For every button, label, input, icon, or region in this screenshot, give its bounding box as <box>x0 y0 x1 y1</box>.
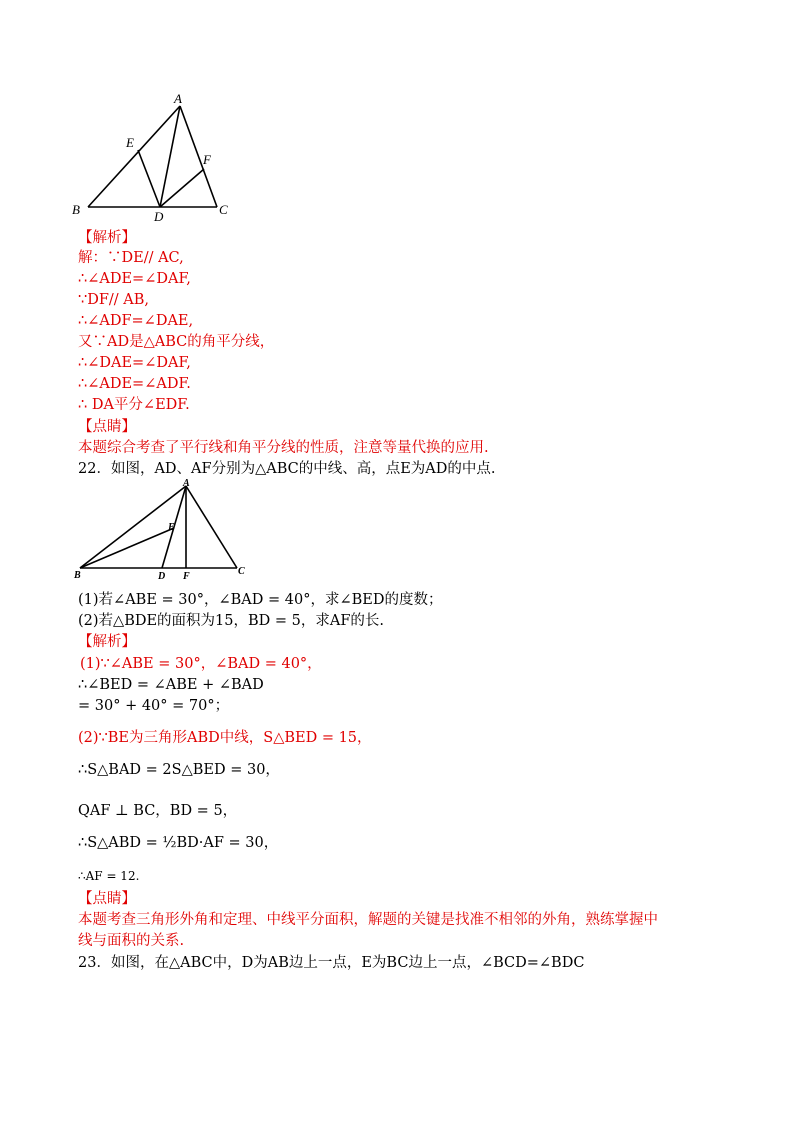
label-A2: A <box>183 478 190 489</box>
analysis-heading-22: 【解析】 <box>78 634 136 650</box>
label-B2: B <box>74 570 81 581</box>
analysis-heading: 【解析】 <box>78 230 136 246</box>
sol22-line-3: = 30° + 40° = 70°； <box>78 698 230 714</box>
label-E2: E <box>168 522 175 533</box>
label-B: B <box>72 202 80 217</box>
comment-heading: 【点睛】 <box>78 419 136 435</box>
label-A: A <box>174 91 182 106</box>
sol21-line-4: ∴∠ADF=∠DAE, <box>78 313 194 329</box>
sol22-line-1: (1)∵∠ABE = 30°，∠BAD = 40°， <box>80 656 322 672</box>
sol21-line-8: ∴ DA平分∠EDF. <box>78 397 190 413</box>
label-F2: F <box>183 571 190 582</box>
comment-heading-22: 【点睛】 <box>78 891 136 907</box>
label-D: D <box>154 209 164 223</box>
comment-21: 本题综合考查了平行线和角平分线的性质，注意等量代换的应用. <box>78 440 489 456</box>
sol22-line-7: ∴S△ABD = ½BD·AF = 30， <box>78 835 279 851</box>
sol22-line-4: (2)∵BE为三角形ABD中线，S△BED = 15， <box>78 730 372 746</box>
figure-triangle-1 <box>60 88 240 223</box>
question-22-part1: (1)若∠ABE = 30°，∠BAD = 40°，求∠BED的度数； <box>78 592 443 608</box>
sol21-line-3: ∵DF// AB, <box>78 292 150 308</box>
sol21-line-7: ∴∠ADE=∠ADF. <box>78 376 191 392</box>
label-E: E <box>126 135 134 150</box>
label-D2: D <box>158 571 166 582</box>
sol21-line-5: 又∵AD是△ABC的角平分线， <box>78 334 275 350</box>
question-22-part2: (2)若△BDE的面积为15，BD = 5，求AF的长. <box>78 613 385 629</box>
comment-22-line2: 线与面积的关系. <box>78 933 185 949</box>
figure-triangle-2 <box>70 478 270 583</box>
sol21-line-6: ∴∠DAE=∠DAF, <box>78 355 191 371</box>
sol21-line-2: ∴∠ADE=∠DAF, <box>78 271 191 287</box>
sol21-line-1: 解：∵DE// AC, <box>78 250 184 266</box>
label-C: C <box>219 202 228 217</box>
label-C2: C <box>238 566 245 577</box>
question-22-stem: 22．如图，AD、AF分别为△ABC的中线、高，点E为AD的中点. <box>78 461 496 477</box>
sol22-line-5: ∴S△BAD = 2S△BED = 30， <box>78 762 280 778</box>
comment-22-line1: 本题考查三角形外角和定理、中线平分面积，解题的关键是找准不相邻的外角，熟练掌握中 <box>78 912 658 928</box>
question-23-stem: 23．如图，在△ABC中，D为AB边上一点，E为BC边上一点，∠BCD=∠BDC <box>78 955 585 971</box>
sol22-line-6: QAF ⊥ BC，BD = 5， <box>78 803 238 819</box>
sol22-line-2: ∴∠BED = ∠ABE + ∠BAD <box>78 677 264 693</box>
sol22-line-8: ∴AF = 12. <box>78 869 140 883</box>
label-F: F <box>203 152 211 167</box>
